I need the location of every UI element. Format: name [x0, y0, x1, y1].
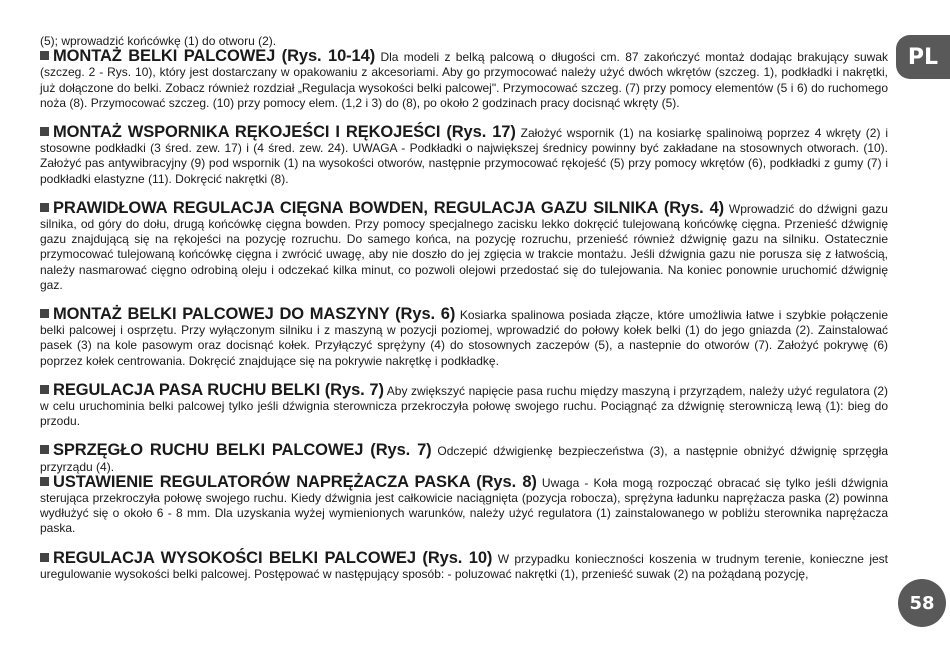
section-belka-montaz [40, 49, 888, 111]
section-body: Kosiarka spalinowa posiada złącze, które umożliwia łatwe i szybkie połączenie belki palcowej i osprzętu. Przy wyłączonym silniku i z maszyną w pozycji poziomej, wprowadzić do połowy kołek belki (1) do jego gniazda (2). Zainstalować pasek (3) na kole pasowym oraz docisnąć kołek. Przyłączyć sprężyny (4) do stosownych zaczepów (5), a nastepnie do otworów (7). Założyć pokrywę (6) poprzez kołek centrowania. Dokręcić znajdujące się na pokrywie nakrętkę i podkładkę. [40, 308, 888, 368]
bullet-square [40, 127, 49, 136]
section-body: W przypadku konieczności koszenia w trudnym terenie, konieczne jest uregulowanie wysokości belki palcowej. Postępować w następujący sposób: - poluzować nakrętki (1), przenieść suwak (2) na pożądaną pozycję, [40, 551, 888, 581]
bullet-square [40, 385, 49, 394]
section-wspornik-rekojesci [40, 125, 888, 187]
bullet-square [40, 477, 49, 486]
intro-line: (5); wprowadzić końcówkę (1) do otworu (2). [40, 34, 277, 48]
section-heading: MONTAŻ BELKI PALCOWEJ DO MASZYNY (Rys. 6) [53, 305, 456, 324]
bullet-square [40, 203, 49, 212]
section-body: Uwaga - Koła mogą rozpocząć obracać się tylko jeśli dźwignia sterująca przekroczyła połowę swojego ruchu. Kiedy dźwignia jest całkowicie naciągnięta (pozycja robocza), sprężyna ładunku naprężacza paska (2) powinna wydłużyć się o około 6 - 8 mm. Dla uzyskania wyżej wymienionych warunków, należy użyć regulatora (1) zainstalowanego w pobliżu sterownika naprężacza paska. [40, 475, 888, 536]
section-sprzeglo [40, 443, 888, 474]
section-body: Wprowadzić do dźwigni gazu silnika, od góry do dołu, drugą końcówkę cięgna bowden. Przy pomocy specjalnego zacisku lekko dokręcić tulejowaną końcówkę cięgna. Przenieść dźwignię gazu znajdującą się na rękojeści na pozycję rozruchu. Do samego końca, na pozycję rozruchu, przenieść również dźwignię gazu na silniku. Ostatecznie przymocować tulejowaną końcówkę cięgna i zwrócić uwagę, aby nie doszło do jej zgięcia w trakcie montażu. Jeśli dźwignia gazu nie porusza się z łatwością, należy nasmarować cięgno odrobiną oleju i odczekać kilka minut, co pozwoli olejowi przedostać się do tulejowania. Na koniec ponownie uruchomić dźwignię gaz. [40, 201, 888, 292]
section-body: Założyć wspornik (1) na kosiarkę spalinoiwą poprzez 4 wkręty (2) i stosowne podkładki (3 śred. zew. 17) i (4 śred. zew. 24). UWAGA - Podkładki o największej średnicy powinny być zakładane na stosownych otworach. (10). Założyć pas antywibracyjny (9) pod wspornik (1) na wysokości otworów, następnie przymocować rękojeść (5) przy pomocy wkrętów (6), podkładki z gumy (7) i podkładki elastyzne (11). Dokręcić nakrętki (8). [40, 126, 888, 186]
document-text [40, 34, 888, 582]
section-belka-do-maszyny [40, 307, 888, 369]
bullet-square [40, 445, 49, 454]
section-heading: PRAWIDŁOWA REGULACJA CIĘGNA BOWDEN, REGULACJA GAZU SILNIKA (Rys. 4) [53, 198, 725, 217]
section-heading: REGULACJA PASA RUCHU BELKI (Rys. 7) [53, 380, 384, 399]
section-naprezacz [40, 472, 888, 537]
section-heading: MONTAŻ WSPORNIKA RĘKOJEŚCI I RĘKOJEŚCI (Rys. 17) [53, 123, 516, 142]
bullet-square [40, 553, 49, 562]
section-regulacja-ciegna [40, 198, 888, 293]
section-heading: USTAWIENIE REGULATORÓW NAPRĘŻACZA PASKA (Rys. 8) [53, 472, 537, 491]
section-body: Odczepić dźwigienkę bezpieczeństwa (3), a następnie obniżyć dźwignię sprzęgła przyrządu (4). [40, 444, 888, 474]
section-body: Aby zwiększyć napięcie pasa ruchu między maszyną i przyrządem, należy użyć regulatora (2) w celu uruchominia belki palcowej tylko jeśli dźwignia sterownicza przekroczyła połowę swojego ruchu. Pociągnąć za dźwignię sterowniczą lewą (1): bieg do przodu. [40, 383, 888, 429]
bullet-square [40, 309, 49, 318]
bullet-square [40, 51, 49, 60]
section-heading: SPRZĘGŁO RUCHU BELKI PALCOWEJ (Rys. 7) [53, 441, 432, 460]
section-regulacja-pasa [40, 380, 888, 430]
section-heading: REGULACJA WYSOKOŚCI BELKI PALCOWEJ (Rys. 10) [53, 548, 493, 567]
page-number-badge: 58 [898, 579, 946, 627]
language-tab: PL [896, 35, 950, 79]
section-body: Dla modeli z belką palcową o długości cm. 87 zakończyć montaż dodając brakujący suwak (szczeg. 2 - Rys. 10), który jest dostarczany w opakowaniu z akcesoriami. Aby go przymocować należy użyć dwóch wkrętów (szczeg. 1), podkładki i nakrętki, już dołączone do belki. Zobacz również rozdział „Regulacja wysokości belki palcowej". Przymocować szczeg. (7) przy pomocy elementów (5 i 6) do ruchomego noża (8). Przymocować szczeg. (10) przy pomocy elem. (1,2 i 3) do (8), po około 2 godzinach pracy docisnąć wkręty (5). [40, 50, 889, 110]
section-wysokosc-belki [40, 548, 888, 582]
section-heading: MONTAŻ BELKI PALCOWEJ (Rys. 10-14) [53, 47, 376, 66]
